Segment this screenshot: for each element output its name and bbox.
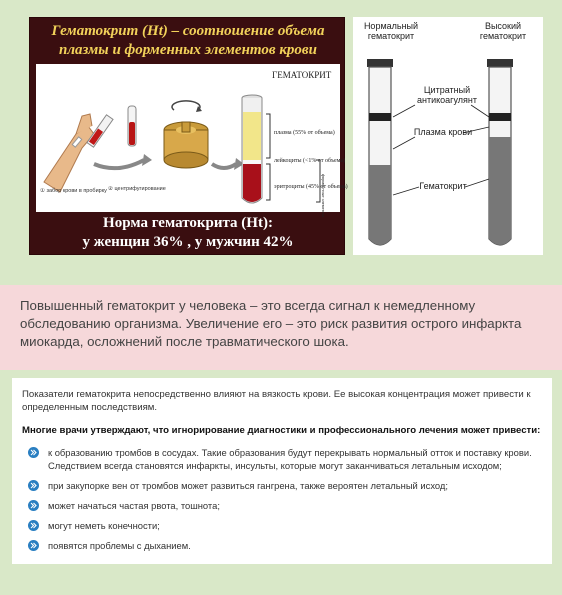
separated-blood-tube-icon: [242, 95, 262, 203]
lead-text: Многие врачи утверждают, что игнорирование диагностики и профессионального лечения может привести:: [22, 425, 541, 436]
list-item: [22, 519, 542, 532]
norm-values: у женщин 36% , у мужчин 42%: [82, 234, 294, 250]
pointer-anticoag-left: [393, 105, 415, 117]
warning-note: [0, 285, 562, 370]
list-item-text: могут неметь конечности;: [48, 520, 160, 531]
title-definition: – соотношение объема: [167, 23, 325, 39]
list-item-text: может начаться частая рвота, тошнота;: [48, 500, 220, 511]
pointer-plasma-left: [393, 137, 415, 149]
consequences-list: [22, 446, 542, 552]
chevron-bullet-icon: [28, 520, 39, 531]
norm-heading: Норма гематокрита (Ht):: [103, 215, 273, 231]
step1-caption: ① забор крови в пробирку: [40, 188, 107, 194]
list-item: [22, 499, 542, 512]
arrow-head-icon: [142, 154, 152, 166]
list-item: [22, 539, 542, 552]
list-item-text: к образованию тромбов в сосудах. Такие образования будут перекрывать нормальный отток и поставку крови. Следствием всегда становятся инфаркты, инсульты, которые могут заканчиваться летальным исходом;: [48, 447, 532, 471]
leukocytes-label: лейкоциты (<1% от объема): [274, 158, 346, 164]
plasma-label: плазма (55% от объема): [274, 130, 335, 136]
warning-note-text: Повышенный гематокрит у человека – это всегда сигнал к немедленному обследованию организма. Увеличение его – это риск развития острого инфаркта миокарда, осложнений после травматического шока.: [20, 298, 522, 349]
step2-caption: ② центрифугирование: [108, 186, 166, 192]
intro-text: Показатели гематокрита непосредственно влияют на вязкость крови. Ее высокая концентрация может привести к определенным последствиям.: [22, 389, 531, 413]
list-item: [22, 479, 542, 492]
arm-icon: [44, 114, 94, 192]
hematocrit-infographic: [29, 17, 348, 255]
formed-label: формен-ные элементы: [321, 174, 326, 217]
blood-plasma-label: Плазма крови: [413, 127, 473, 137]
infographic-scene: [36, 64, 348, 217]
list-item-text: при закупорке вен от тромбов может развиться гангрена, также вероятен летальный исход;: [48, 480, 448, 491]
title-term: Гематокрит (Ht): [51, 23, 168, 39]
chevron-bullet-icon: [28, 500, 39, 511]
chevron-bullet-icon: [28, 540, 39, 551]
plasma-bracket: [266, 114, 270, 158]
erythrocyte-bracket: [266, 164, 270, 200]
list-item: [22, 446, 542, 472]
centrifuge-icon: [164, 101, 208, 168]
high-tube-icon: [487, 59, 513, 245]
centrifuge-illustration: [36, 64, 348, 217]
formed-bracket: [316, 160, 320, 202]
top-row: [0, 0, 562, 272]
high-hct-label: Высокий гематокрит: [479, 21, 527, 41]
normal-hct-label: Нормальный гематокрит: [363, 21, 419, 41]
infographic-title: [30, 22, 346, 60]
normal-tube-icon: [367, 59, 393, 245]
list-item-text: появятся проблемы с дыханием.: [48, 540, 191, 551]
diagram-heading: ГЕМАТОКРИТ: [272, 70, 332, 80]
blood-tube-icon: [128, 106, 136, 146]
hematocrit-label: Гематокрит: [419, 181, 467, 191]
arrow-icon: [94, 160, 144, 168]
consequences-block: [12, 378, 552, 564]
title-line2: плазмы и форменных элементов крови: [59, 42, 317, 58]
erythrocytes-label: эритроциты (45% от объема): [274, 184, 348, 190]
tube-comparison-diagram: [353, 17, 543, 255]
hematocrit-norm: [30, 214, 346, 252]
anticoagulant-label: Цитратный антикоагулянт: [417, 85, 477, 105]
arrow-icon-2: [212, 164, 236, 168]
chevron-bullet-icon: [28, 480, 39, 491]
chevron-bullet-icon: [28, 447, 39, 458]
pointer-anticoag-right: [471, 105, 489, 117]
